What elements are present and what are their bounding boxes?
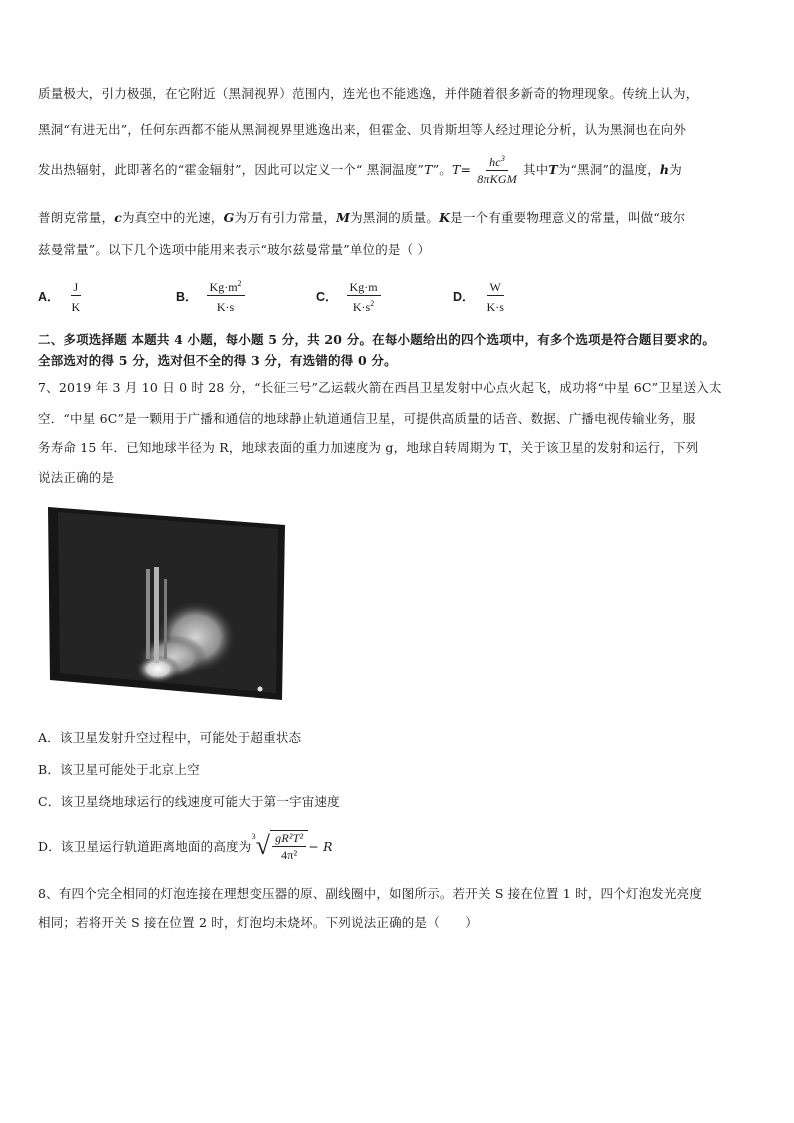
q6-line3-part-a: 发出热辐射，此即著名的“霍金辐射”，因此可以定义一个“ 黑洞温度” bbox=[38, 162, 425, 177]
q6-symbol-K: K bbox=[439, 210, 451, 225]
q7-text-line-3: 务寿命 15 年．已知地球半径为 R，地球表面的重力加速度为 g，地球自转周期为 T，关于该卫星的发射和运行，下列 bbox=[38, 440, 699, 455]
q7-text-line-1: 7、2019 年 3 月 10 日 0 时 28 分，“长征三号”乙运载火箭在西昌卫星发射中心点火起飞，成功将“中星 6C”卫星送入太 bbox=[38, 380, 722, 395]
formula-denominator: 8πKGM bbox=[477, 172, 517, 186]
q6-option-d[interactable] bbox=[453, 277, 510, 314]
option-fraction: $\frac{Kg\cdot m^2}{K\cdot s}$ bbox=[207, 277, 245, 314]
q6-symbol-G: G bbox=[223, 210, 235, 225]
q7-option-a[interactable]: A．该卫星发射升空过程中，可能处于超重状态 bbox=[38, 730, 302, 745]
q6-symbol-h: h bbox=[659, 161, 670, 177]
q6-line4-part-d: 为万有引力常量， bbox=[234, 210, 337, 225]
option-label: D． bbox=[453, 289, 475, 304]
q6-text-line-2: 黑洞“有进无出”，任何东西都不能从黑洞视界里逃逸出来，但霍金、贝肯斯坦等人经过理论分析，认为黑洞也在向外 bbox=[38, 122, 687, 137]
q6-line4-part-e: 为黑洞的质量。 bbox=[350, 210, 440, 225]
section-2-heading-line-2: 全部选对的得 5 分，选对但不全的得 3 分，有选错的得 0 分。 bbox=[38, 353, 397, 368]
q6-text-line-4 bbox=[38, 208, 685, 226]
root-index: 3 bbox=[251, 832, 256, 841]
q6-symbol-M: M bbox=[336, 210, 351, 225]
option-label: A． bbox=[38, 289, 60, 304]
q7-option-d[interactable] bbox=[38, 830, 333, 862]
q6-symbol-T: T bbox=[424, 161, 433, 177]
hawking-temperature-formula bbox=[474, 152, 520, 186]
q7-option-b[interactable]: B．该卫星可能处于北京上空 bbox=[38, 762, 200, 777]
q6-line3-part-e: 为 bbox=[669, 162, 682, 177]
q6-text-line-1: 质量极大，引力极强，在它附近（黑洞视界）范围内，连光也不能逃逸，并伴随着很多新奇的物理现象。传统上认为， bbox=[38, 86, 699, 101]
root-denominator: 4π² bbox=[281, 848, 298, 862]
q6-option-a[interactable] bbox=[38, 277, 86, 314]
q6-line4-part-f: 是一个有重要物理意义的常量，叫做“玻尔 bbox=[450, 210, 686, 225]
q6-line3-part-d: 为“黑洞”的温度， bbox=[557, 162, 660, 177]
option-d-text: D．该卫星运行轨道距离地面的高度为 bbox=[38, 839, 252, 854]
option-fraction: $\frac{J}{K}$ bbox=[69, 277, 84, 314]
q7-text-line-4: 说法正确的是 bbox=[38, 470, 115, 485]
q6-line3-part-c: 其中 bbox=[522, 162, 549, 177]
option-label: C． bbox=[316, 289, 338, 304]
formula-numerator: $hc^3$ bbox=[486, 152, 508, 171]
q6-symbol-T-2: T bbox=[548, 161, 558, 177]
q8-text-line-2: 相同；若将开关 S 接在位置 2 时，灯泡均未烧坏。下列说法正确的是（ ） bbox=[38, 915, 479, 930]
q6-line4-part-a: 普朗克常量， bbox=[38, 210, 115, 225]
q6-option-b[interactable] bbox=[176, 277, 248, 314]
q6-line4-part-b: 为真空中的光速， bbox=[122, 210, 224, 225]
q7-text-line-2: 空．“中星 6C”是一颗用于广播和通信的地球静止轨道通信卫星，可提供高质量的话音、数据、广播电视传输业务，服 bbox=[38, 411, 696, 426]
cube-root-expression: 3 √ $\frac{\text{gR²T²}}{\text{4π²}}$ bbox=[251, 830, 308, 862]
q8-text-line-1: 8、有四个完全相同的灯泡连接在理想变压器的原、副线圈中，如图所示。若开关 S 接在位置 1 时，四个灯泡发光亮度 bbox=[38, 886, 703, 901]
q6-text-line-5: 兹曼常量”。以下几个选项中能用来表示“玻尔兹曼常量”单位的是（ ） bbox=[38, 242, 431, 257]
root-numerator: gR²T² bbox=[272, 831, 306, 847]
q6-line3-part-b: ”。 bbox=[432, 162, 452, 177]
q6-option-c[interactable] bbox=[316, 277, 384, 314]
q6-text-line-3 bbox=[38, 152, 682, 186]
option-label: B． bbox=[176, 289, 198, 304]
q7-option-c[interactable]: C．该卫星绕地球运行的线速度可能大于第一宇宙速度 bbox=[38, 794, 340, 809]
q6-formula-lhs: T bbox=[451, 161, 461, 177]
section-2-heading-line-1: 二、多项选择题 本题共 4 小题，每小题 5 分，共 20 分。在每小题给出的四个选项中，有多个选项是符合题目要求的。 bbox=[38, 332, 716, 347]
option-d-tail: − R bbox=[308, 838, 333, 854]
option-fraction: $\frac{W}{K\cdot s}$ bbox=[484, 277, 507, 314]
q6-symbol-c: c bbox=[114, 210, 123, 225]
rocket-launch-photo bbox=[48, 507, 285, 700]
option-fraction: $\frac{Kg\cdot m}{K\cdot s^2}$ bbox=[347, 277, 381, 314]
q6-formula-equals: = bbox=[460, 161, 472, 177]
